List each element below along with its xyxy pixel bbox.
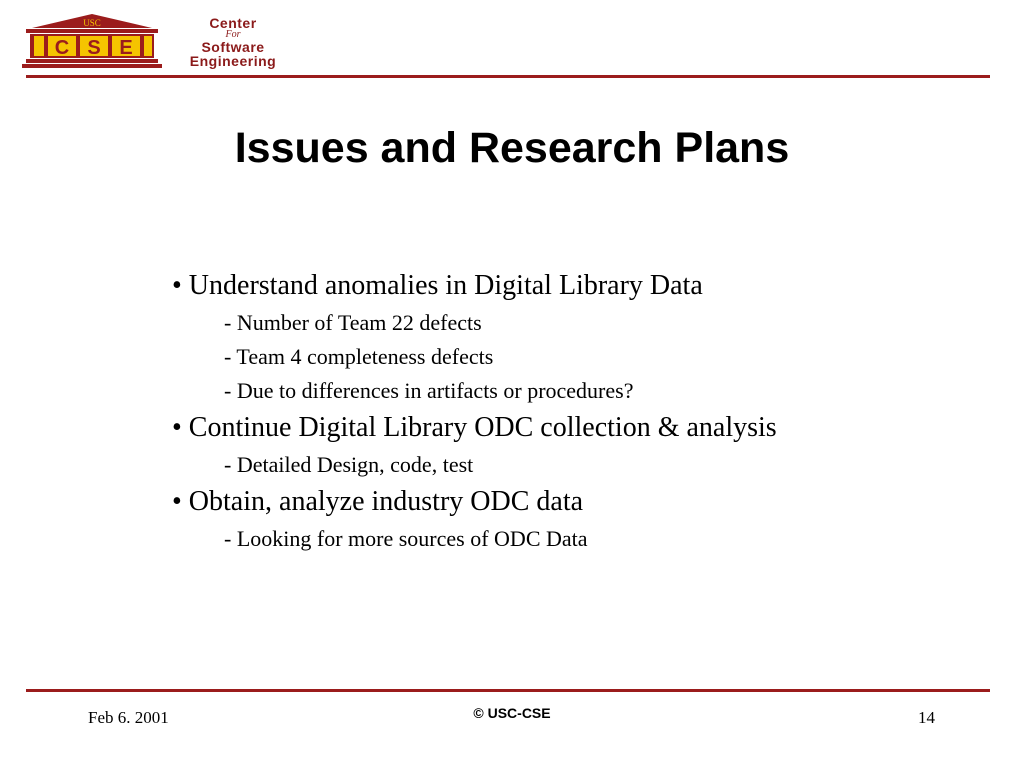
slide-title: Issues and Research Plans: [234, 124, 790, 172]
header-divider: [26, 75, 990, 78]
org-name: [168, 16, 298, 68]
footer-divider: [26, 689, 990, 692]
svg-text:C: C: [54, 37, 70, 59]
footer-date: Feb 6. 2001: [88, 708, 169, 727]
org-line-engineering: Engineering: [189, 53, 277, 69]
footer-copyright: © USC-CSE: [473, 705, 551, 721]
org-line-software: Software: [201, 39, 265, 55]
sub-bullet-item: - Number of Team 22 defects: [224, 310, 482, 335]
page-number: 14: [918, 708, 935, 727]
sub-bullet-item: - Team 4 completeness defects: [224, 344, 494, 369]
svg-text:E: E: [119, 37, 133, 59]
svg-text:USC: USC: [83, 18, 101, 28]
bullet-item: • Obtain, analyze industry ODC data: [172, 486, 584, 517]
bullet-item: • Continue Digital Library ODC collection & analysis: [172, 412, 777, 443]
sub-bullet-item: - Detailed Design, code, test: [224, 452, 474, 477]
bullet-list: [172, 266, 822, 556]
org-line-for: For: [225, 29, 241, 40]
usc-cse-logo: [22, 12, 162, 70]
sub-bullet-item: - Due to differences in artifacts or procedures?: [224, 378, 634, 403]
svg-text:S: S: [87, 37, 101, 59]
sub-bullet-item: - Looking for more sources of ODC Data: [224, 526, 588, 551]
bullet-item: • Understand anomalies in Digital Library Data: [172, 270, 703, 301]
org-line-center: Center: [209, 15, 257, 31]
